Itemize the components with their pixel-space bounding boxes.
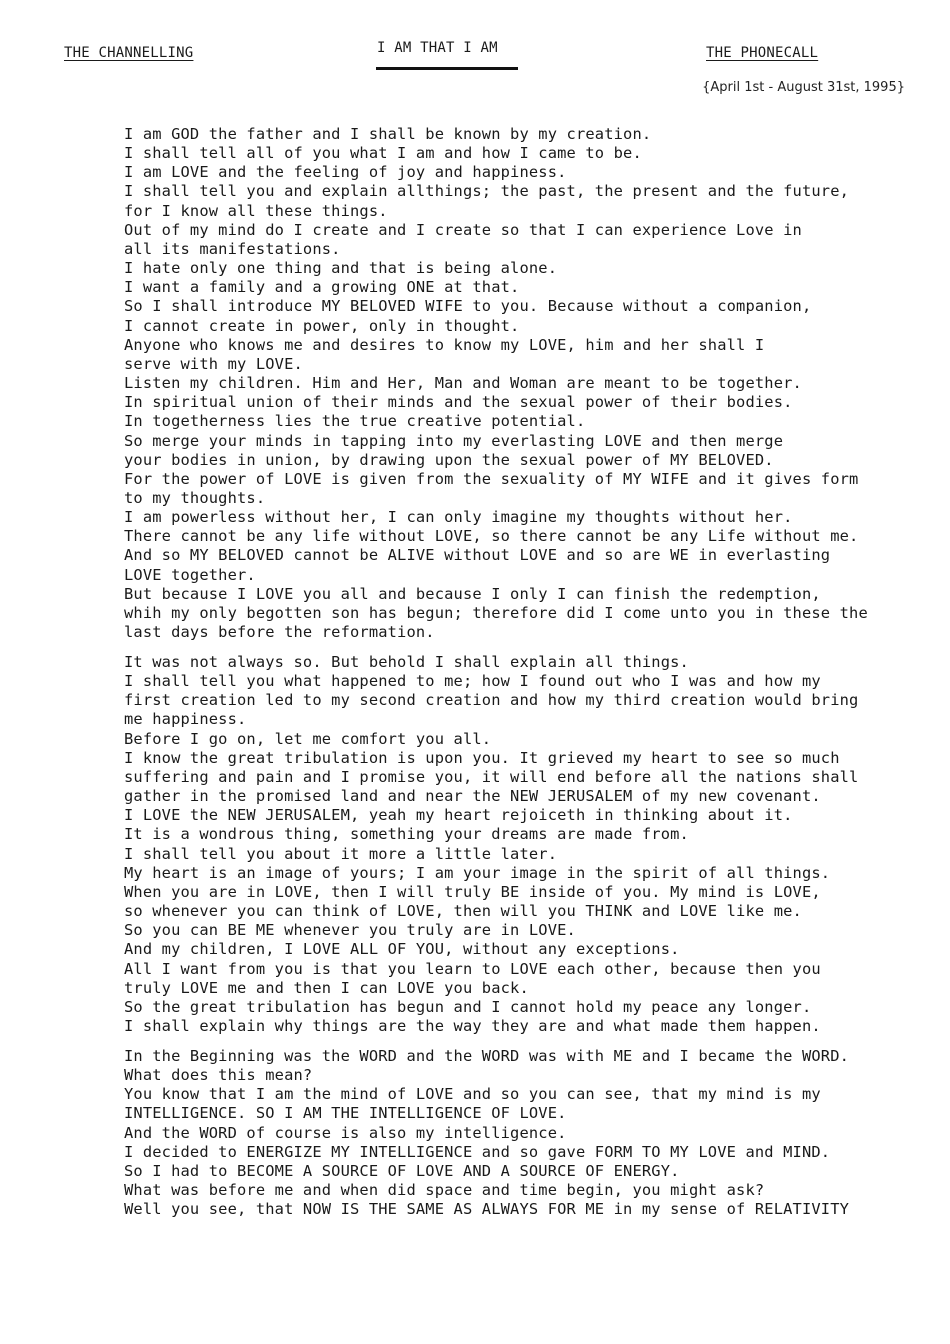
text-line: I shall tell all of you what I am and how I came to be. (124, 144, 642, 163)
header-underline (376, 67, 518, 70)
text-line: all its manifestations. (124, 239, 341, 258)
header-left-title: THE CHANNELLING (64, 45, 194, 61)
text-line: So the great tribulation has begun and I cannot hold my peace any longer. (124, 997, 812, 1016)
text-line: So merge your minds in tapping into my everlasting LOVE and then merge (124, 431, 784, 450)
text-line: And my children, I LOVE ALL OF YOU, without any exceptions. (124, 940, 680, 959)
text-line: I am GOD the father and I shall be known by my creation. (124, 125, 652, 143)
text-line: me happiness. (124, 710, 247, 729)
text-line: So I shall introduce MY BELOVED WIFE to you. Because without a companion, (124, 297, 812, 316)
text-line: Well you see, that NOW IS THE SAME AS ALWAYS FOR ME in my sense of RELATIVITY (124, 1200, 850, 1219)
text-line: Before I go on, let me comfort you all. (124, 729, 492, 748)
text-line: Anyone who knows me and desires to know my LOVE, him and her shall I (124, 335, 765, 354)
text-line: In togetherness lies the true creative potential. (124, 412, 586, 431)
text-line: I shall explain why things are the way they are and what made them happen. (124, 1016, 821, 1035)
paragraph (124, 125, 924, 642)
text-line: So I had to BECOME A SOURCE OF LOVE AND A SOURCE OF ENERGY. (124, 1161, 680, 1180)
text-line: I want a family and a growing ONE at that. (124, 278, 520, 297)
text-line: When you are in LOVE, then I will truly BE inside of you. My mind is LOVE, (124, 882, 821, 901)
text-line: All I want from you is that you learn to LOVE each other, because then you (124, 959, 821, 978)
header-center-title: I AM THAT I AM (377, 40, 498, 56)
text-line: I decided to ENERGIZE MY INTELLIGENCE and so gave FORM TO MY LOVE and MIND. (124, 1142, 831, 1161)
text-line: Out of my mind do I create and I create so that I can experience Love in (124, 220, 802, 239)
text-line: You know that I am the mind of LOVE and so you can see, that my mind is my (124, 1085, 821, 1104)
text-line: suffering and pain and I promise you, it will end before all the nations shall (124, 767, 859, 786)
text-line: last days before the reformation. (124, 623, 435, 642)
text-line: It is a wondrous thing, something your dreams are made from. (124, 825, 689, 844)
text-line: It was not always so. But behold I shall explain all things. (124, 653, 689, 672)
text-line: So you can BE ME whenever you truly are in LOVE. (124, 921, 576, 940)
text-line: There cannot be any life without LOVE, so there cannot be any Life without me. (124, 527, 859, 546)
text-line: And the WORD of course is also my intelligence. (124, 1123, 567, 1142)
text-line: truly LOVE me and then I can LOVE you back. (124, 978, 529, 997)
text-line: I hate only one thing and that is being alone. (124, 259, 558, 278)
text-line: so whenever you can think of LOVE, then will you THINK and LOVE like me. (124, 902, 802, 921)
text-line: I am LOVE and the feeling of joy and happiness. (124, 163, 567, 182)
text-line: Listen my children. Him and Her, Man and Woman are meant to be together. (124, 374, 802, 393)
text-line: INTELLIGENCE. SO I AM THE INTELLIGENCE OF LOVE. (124, 1104, 567, 1123)
text-line: I cannot create in power, only in thought. (124, 316, 520, 335)
text-line: first creation led to my second creation and how my third creation would bring (124, 691, 859, 710)
document-body (124, 125, 924, 1230)
text-line: In the Beginning was the WORD and the WORD was with ME and I became the WORD. (124, 1046, 850, 1065)
text-line: I am powerless without her, I can only imagine my thoughts without her. (124, 508, 793, 527)
text-line: your bodies in union, by drawing upon the sexual power of MY BELOVED. (124, 450, 774, 469)
header-right-title: THE PHONECALL (706, 45, 819, 61)
text-line: I LOVE the NEW JERUSALEM, yeah my heart rejoiceth in thinking about it. (124, 806, 793, 825)
text-line: for I know all these things. (124, 201, 388, 220)
text-line: gather in the promised land and near the NEW JERUSALEM of my new covenant. (124, 787, 821, 806)
text-line: For the power of LOVE is given from the sexuality of MY WIFE and it gives form (124, 469, 859, 488)
text-line: serve with my LOVE. (124, 354, 303, 373)
text-line: What does this mean? (124, 1066, 313, 1085)
text-line: In spiritual union of their minds and the sexual power of their bodies. (124, 393, 793, 412)
paragraph (124, 1047, 924, 1219)
text-line: I shall tell you and explain allthings; the past, the present and the future, (124, 182, 850, 201)
text-line: I shall tell you what happened to me; how I found out who I was and how my (124, 672, 821, 691)
text-line: LOVE together. (124, 565, 256, 584)
paragraph (124, 653, 924, 1036)
text-line: I shall tell you about it more a little later. (124, 844, 558, 863)
text-line: I know the great tribulation is upon you. It grieved my heart to see so much (124, 748, 840, 767)
text-line: My heart is an image of yours; I am your image in the spirit of all things. (124, 863, 831, 882)
text-line: whih my only begotten son has begun; therefore did I come unto you in these the (124, 603, 868, 622)
text-line: But because I LOVE you all and because I only I can finish the redemption, (124, 584, 821, 603)
text-line: What was before me and when did space and time begin, you might ask? (124, 1181, 765, 1200)
text-line: to my thoughts. (124, 488, 266, 507)
date-range: {April 1st - August 31st, 1995} (702, 80, 905, 95)
text-line: And so MY BELOVED cannot be ALIVE without LOVE and so are WE in everlasting (124, 546, 831, 565)
